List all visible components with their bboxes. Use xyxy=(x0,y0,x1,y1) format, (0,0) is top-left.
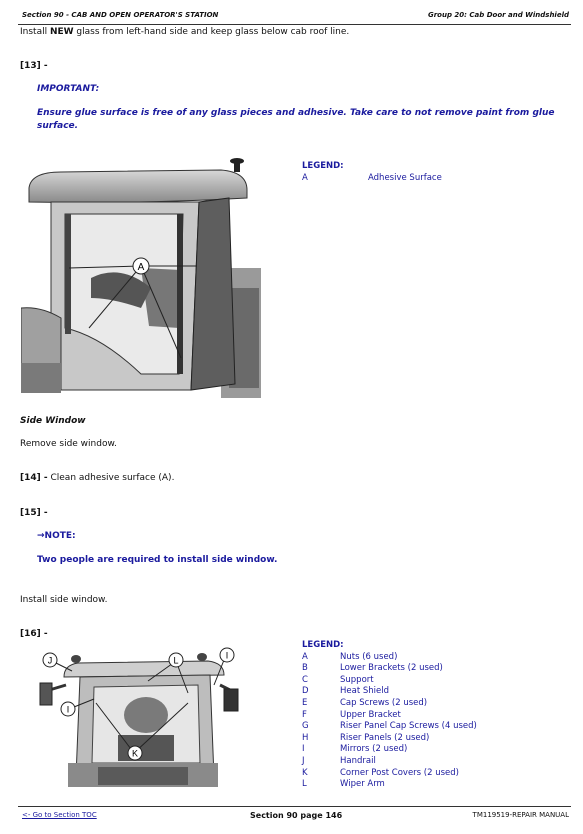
legend-2-item: H Riser Panels (2 used) xyxy=(302,732,430,743)
callout-l: L xyxy=(173,655,179,666)
legend-2-item: K Corner Post Covers (2 used) xyxy=(302,767,459,778)
step-14: [14] - Clean adhesive surface (A). xyxy=(20,473,175,483)
legend-2-item: F Upper Bracket xyxy=(302,709,401,720)
legend-2-item: G Riser Panel Cap Screws (4 used) xyxy=(302,721,477,732)
legend-2 xyxy=(302,640,477,791)
header-section: Section 90 - CAB AND OPEN OPERATOR'S STATION xyxy=(22,11,219,19)
figure-cab-rear xyxy=(38,645,250,787)
step-15-label: [15] - xyxy=(20,508,48,518)
cab-rear-illustration xyxy=(38,645,250,787)
side-window-instruction: Remove side window. xyxy=(20,439,117,449)
legend-2-item: D Heat Shield xyxy=(302,686,389,697)
legend-2-item: I Mirrors (2 used) xyxy=(302,744,408,755)
callout-a: A xyxy=(137,262,145,273)
important-text: Ensure glue surface is free of any glass pieces and adhesive. Take care to not remove paint from glue surface. xyxy=(37,108,555,131)
legend-2-item: C Support xyxy=(302,674,374,685)
legend-2-item: A Nuts (6 used) xyxy=(302,651,398,662)
legend-1-item: A Adhesive Surface xyxy=(302,172,442,183)
install-side-window: Install side window. xyxy=(20,595,108,605)
legend-2-title: LEGEND: xyxy=(302,640,344,650)
footer-manual-id: TM119519-REPAIR MANUAL xyxy=(472,811,569,819)
callout-i-left: I xyxy=(66,704,70,715)
header-group: Group 20: Cab Door and Windshield xyxy=(427,11,569,19)
note-title: →NOTE: xyxy=(37,531,76,541)
callout-j: J xyxy=(47,655,53,666)
legend-2-item: L Wiper Arm xyxy=(302,779,385,790)
legend-1-title: LEGEND: xyxy=(302,161,344,171)
go-to-section-toc-link[interactable]: <- Go to Section TOC xyxy=(22,811,97,819)
intro-instruction: Install NEW glass from left-hand side and keep glass below cab roof line. xyxy=(20,27,350,37)
note-text: Two people are required to install side window. xyxy=(37,555,278,565)
legend-2-item: B Lower Brackets (2 used) xyxy=(302,663,443,674)
legend-1 xyxy=(302,161,442,184)
callout-k: K xyxy=(131,748,139,759)
legend-2-item: J Handrail xyxy=(302,755,376,766)
callout-i-top: I xyxy=(225,650,229,661)
header-divider xyxy=(18,24,571,25)
figure-cab-adhesive xyxy=(21,158,261,401)
legend-2-item: E Cap Screws (2 used) xyxy=(302,697,428,708)
step-16-label: [16] - xyxy=(20,629,48,639)
important-title: IMPORTANT: xyxy=(37,84,100,94)
cab-illustration xyxy=(21,158,261,401)
step-13-label: [13] - xyxy=(20,61,48,71)
footer-divider xyxy=(18,806,571,807)
page-header xyxy=(22,11,569,23)
side-window-heading: Side Window xyxy=(20,416,86,426)
footer-page-number: Section 90 page 146 xyxy=(250,811,343,820)
